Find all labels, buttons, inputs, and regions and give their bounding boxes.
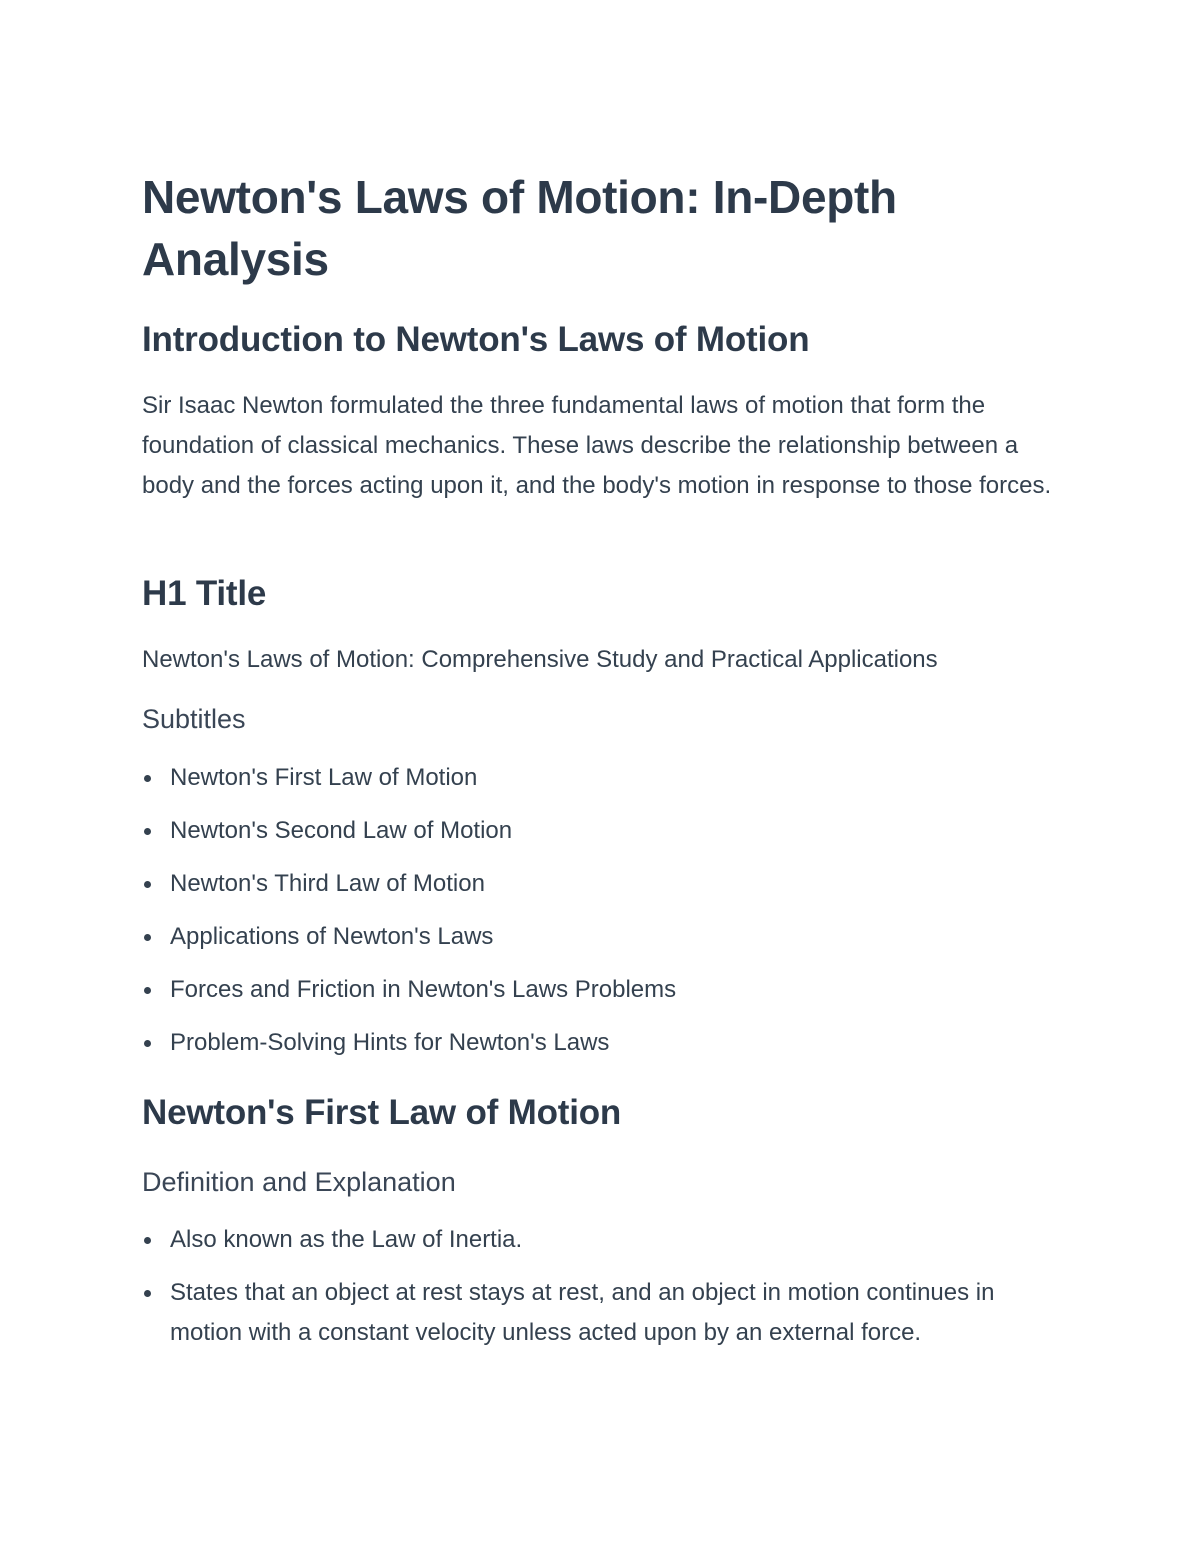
list-item: Newton's First Law of Motion bbox=[142, 758, 1042, 798]
list-item: Problem-Solving Hints for Newton's Laws bbox=[142, 1023, 1042, 1063]
h1-title-text: Newton's Laws of Motion: Comprehensive Study and Practical Applications bbox=[142, 646, 938, 673]
intro-paragraph: Sir Isaac Newton formulated the three fundamental laws of motion that form the foundation of classical mechanics. These laws describe the relationship between a body and the forces acting upon it, and the body's motion in response to those forces. bbox=[142, 392, 1052, 499]
list-item: States that an object at rest stays at rest, and an object in motion continues in motion with a constant velocity unless acted upon by an external force. bbox=[142, 1273, 1042, 1353]
list-item: Newton's Second Law of Motion bbox=[142, 811, 1042, 851]
first-law-heading: Newton's First Law of Motion bbox=[142, 1093, 622, 1132]
list-item: Newton's Third Law of Motion bbox=[142, 864, 1042, 904]
definition-list bbox=[142, 1220, 1042, 1366]
subtitles-list bbox=[142, 758, 1042, 1076]
subtitles-heading: Subtitles bbox=[142, 704, 246, 734]
list-item: Forces and Friction in Newton's Laws Problems bbox=[142, 970, 1042, 1010]
first-law-subheading: Definition and Explanation bbox=[142, 1167, 456, 1197]
h1-title-heading: H1 Title bbox=[142, 574, 267, 613]
document-page bbox=[142, 0, 1072, 1553]
list-item: Also known as the Law of Inertia. bbox=[142, 1220, 1042, 1260]
intro-heading: Introduction to Newton's Laws of Motion bbox=[142, 320, 810, 359]
document-title: Newton's Laws of Motion: In-Depth Analysis bbox=[142, 171, 897, 285]
list-item: Applications of Newton's Laws bbox=[142, 917, 1042, 957]
